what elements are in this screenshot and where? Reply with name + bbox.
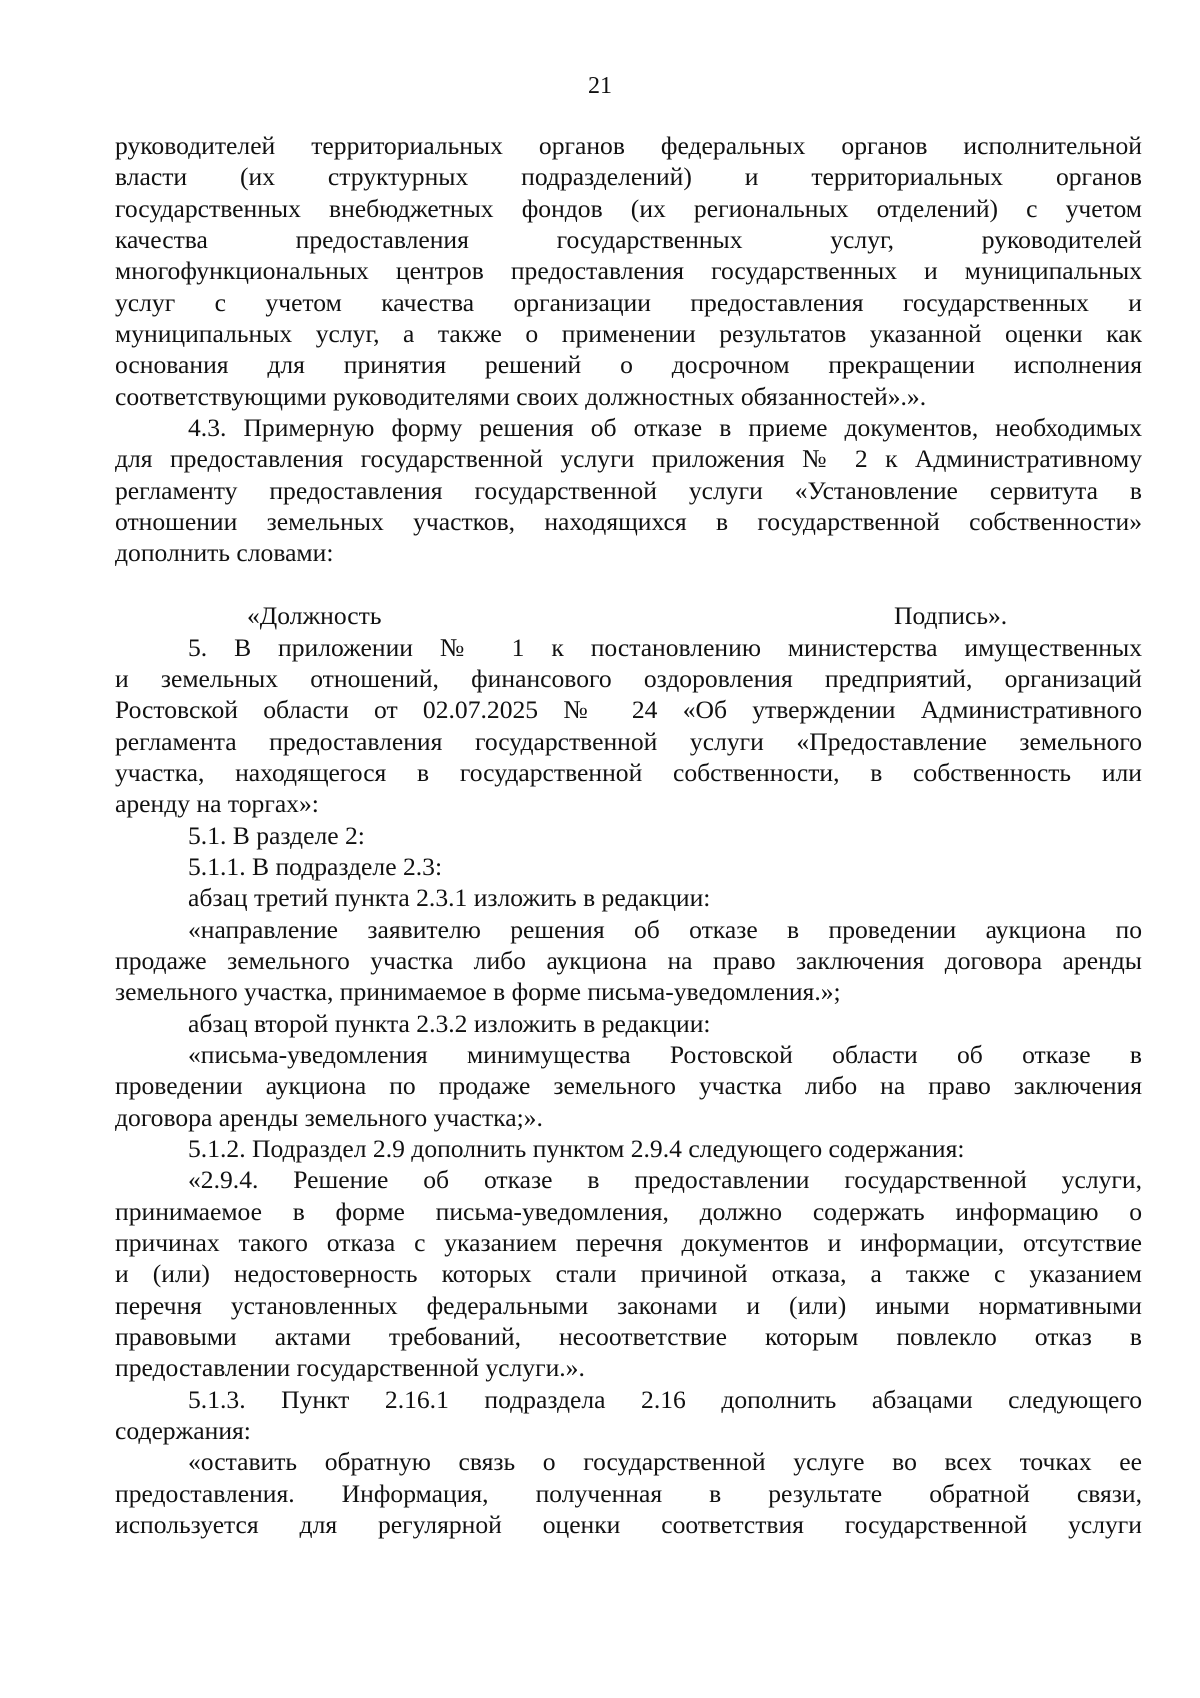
text-line: и (или) недостоверность которых стали причиной отказа, а также с указанием — [115, 1259, 1142, 1289]
paragraph — [115, 1039, 1142, 1133]
blank-line — [115, 569, 1142, 600]
paragraph — [115, 882, 1142, 913]
paragraph — [115, 632, 1142, 820]
text-line: руководителей территориальных органов федеральных органов исполнительной — [115, 131, 1142, 160]
paragraph — [115, 820, 1142, 851]
paragraph — [115, 1008, 1142, 1039]
text-line: 5.1.1. В подразделе 2.3: — [188, 851, 443, 881]
paragraph — [115, 851, 1142, 882]
text-line: «направление заявителю решения об отказе в проведении аукциона по — [188, 914, 1142, 944]
signature-placeholder: Подпись». — [894, 601, 1008, 631]
text-line: договора аренды земельного участка;». — [115, 1102, 543, 1132]
text-line: 4.3. Примерную форму решения об отказе в приеме документов, необходимых — [188, 413, 1142, 443]
text-line: для предоставления государственной услуги приложения № 2 к Административному — [115, 444, 1142, 474]
text-line: 5.1.3. Пункт 2.16.1 подраздела 2.16 дополнить абзацами следующего — [188, 1384, 1142, 1414]
text-line: используется для регулярной оценки соответствия государственной услуги — [115, 1510, 1142, 1540]
text-line: регламенту предоставления государственной услуги «Установление сервитута в — [115, 475, 1142, 505]
text-line: абзац третий пункта 2.3.1 изложить в редакции: — [188, 883, 711, 913]
signature-placeholder-line — [115, 600, 1142, 631]
text-line: муниципальных услуг, а также о применении результатов указанной оценки как — [115, 319, 1142, 349]
text-line: правовыми актами требований, несоответствие которым повлекло отказ в — [115, 1322, 1142, 1352]
paragraph — [115, 130, 1142, 412]
text-line: отношении земельных участков, находящихся в государственной собственности» — [115, 507, 1142, 537]
text-line: «письма-уведомления минимущества Ростовской области об отказе в — [188, 1039, 1142, 1069]
text-line: перечня установленных федеральными законами и (или) иными нормативными — [115, 1290, 1142, 1320]
paragraph — [115, 1384, 1142, 1447]
paragraph — [115, 412, 1142, 569]
text-line: регламента предоставления государственной услуги «Предоставление земельного — [115, 726, 1142, 756]
text-line: содержания: — [115, 1416, 251, 1446]
text-line: 5.1.2. Подраздел 2.9 дополнить пунктом 2.9.4 следующего содержания: — [188, 1134, 965, 1163]
text-line: качества предоставления государственных услуг, руководителей — [115, 225, 1142, 255]
text-line: абзац второй пункта 2.3.2 изложить в редакции: — [188, 1008, 711, 1038]
paragraph — [115, 1164, 1142, 1383]
text-line: причинах такого отказа с указанием перечня документов и информации, отсутствие — [115, 1228, 1142, 1258]
text-line: проведении аукциона по продаже земельного участка либо на право заключения — [115, 1071, 1142, 1101]
text-line: соответствующими руководителями своих должностных обязанностей».». — [115, 381, 927, 411]
text-line: 5.1. В разделе 2: — [188, 820, 365, 850]
text-line: продаже земельного участка либо аукциона на право заключения договора аренды — [115, 945, 1142, 975]
text-line: предоставлении государственной услуги.». — [115, 1353, 585, 1383]
position-placeholder: «Должность — [247, 601, 382, 631]
document-body — [115, 130, 1142, 1540]
text-line: аренду на торгах»: — [115, 789, 319, 819]
text-line: «2.9.4. Решение об отказе в предоставлении государственной услуги, — [188, 1165, 1142, 1195]
paragraph — [115, 914, 1142, 1008]
paragraph — [115, 1446, 1142, 1540]
text-line: земельного участка, принимаемое в форме письма-уведомления.»; — [115, 977, 841, 1007]
text-line: основания для принятия решений о досрочном прекращении исполнения — [115, 350, 1142, 380]
text-line: услуг с учетом качества организации предоставления государственных и — [115, 287, 1142, 317]
text-line: власти (их структурных подразделений) и территориальных органов — [115, 162, 1142, 192]
paragraph — [115, 1133, 1142, 1164]
text-line: «оставить обратную связь о государственной услуге во всех точках ее — [188, 1447, 1142, 1477]
text-line: дополнить словами: — [115, 538, 334, 568]
text-line: многофункциональных центров предоставления государственных и муниципальных — [115, 256, 1142, 286]
text-line: принимаемое в форме письма-уведомления, должно содержать информацию о — [115, 1196, 1142, 1226]
text-line: государственных внебюджетных фондов (их региональных отделений) с учетом — [115, 193, 1142, 223]
text-line: и земельных отношений, финансового оздоровления предприятий, организаций — [115, 663, 1142, 693]
text-line: 5. В приложении № 1 к постановлению министерства имущественных — [188, 632, 1142, 662]
page-number: 21 — [588, 73, 612, 99]
text-line: участка, находящегося в государственной собственности, в собственность или — [115, 757, 1142, 787]
text-line: Ростовской области от 02.07.2025 № 24 «Об утверждении Административного — [115, 695, 1142, 725]
text-line: предоставления. Информация, полученная в результате обратной связи, — [115, 1478, 1142, 1508]
